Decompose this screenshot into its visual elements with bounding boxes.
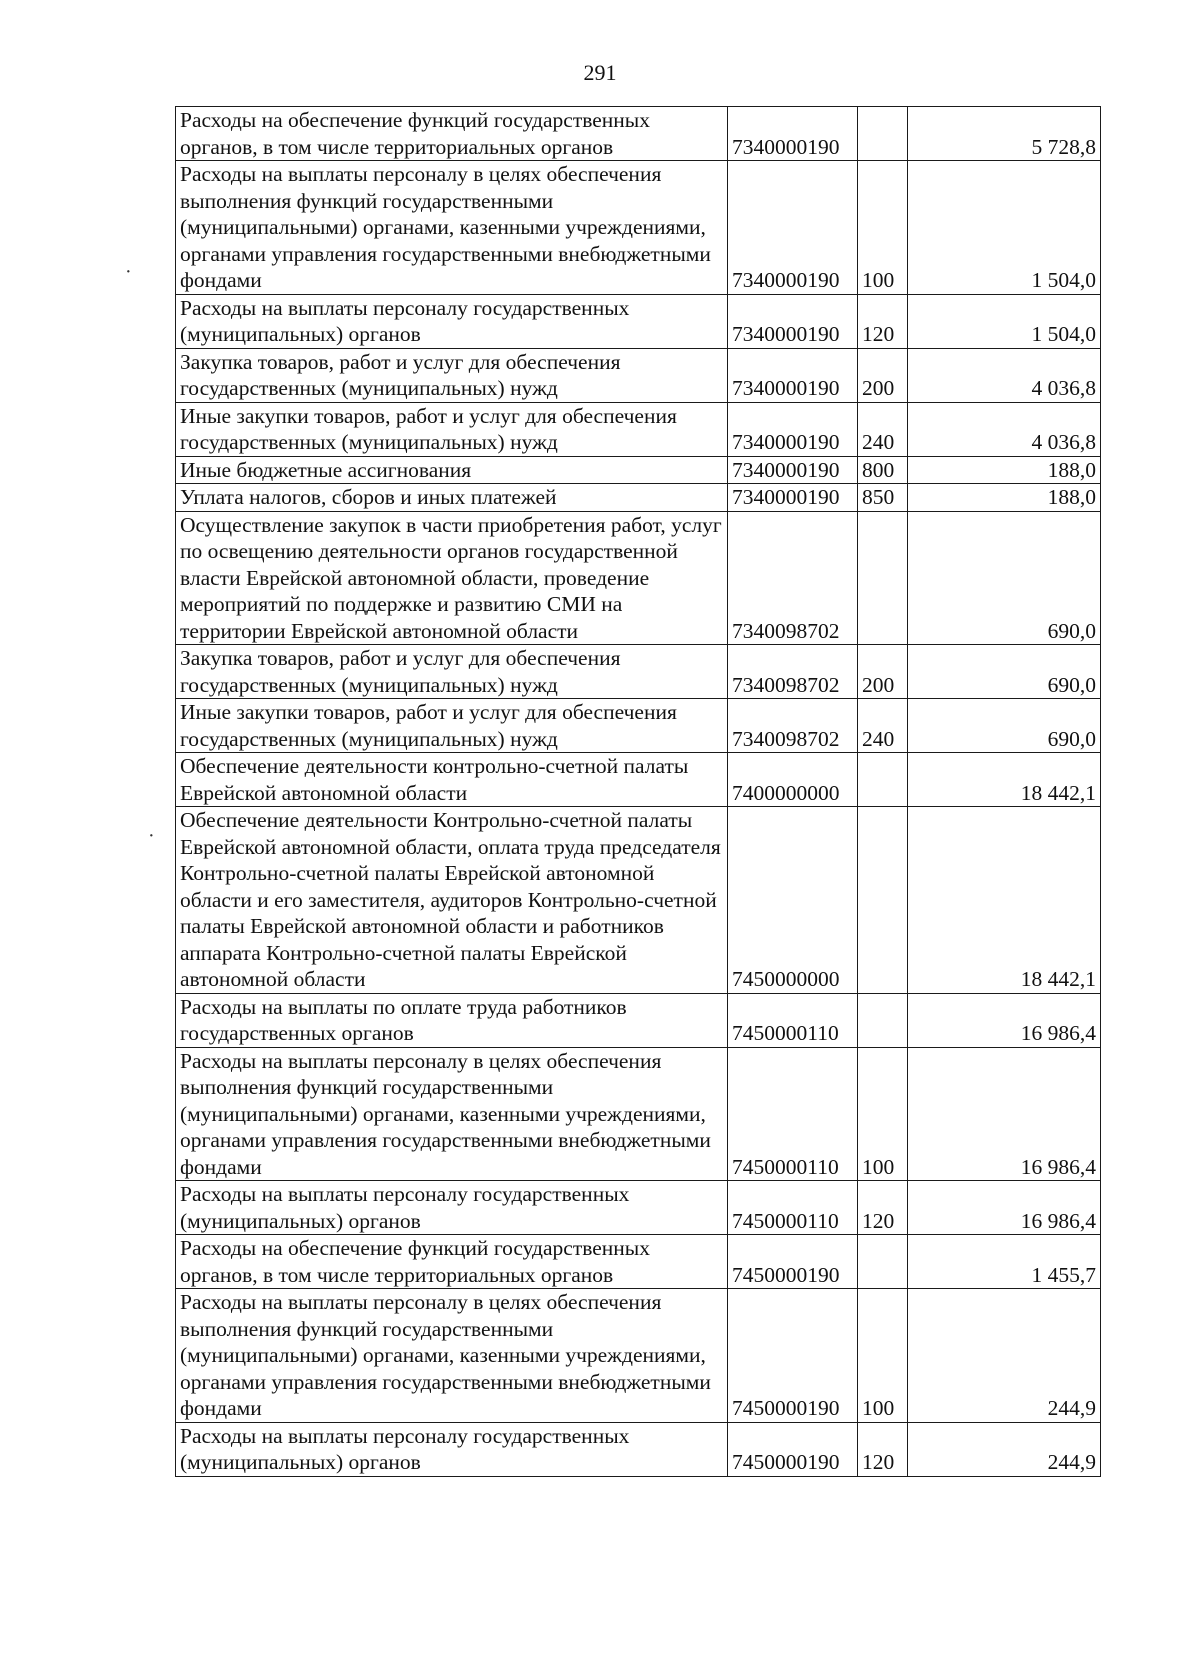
row-type-cell xyxy=(858,807,908,994)
table-row xyxy=(176,1235,1101,1289)
table-row xyxy=(176,348,1101,402)
row-type-cell: 100 xyxy=(858,1047,908,1181)
row-type-cell xyxy=(858,993,908,1047)
row-amount-cell: 1 504,0 xyxy=(908,161,1101,295)
row-type-cell xyxy=(858,107,908,161)
row-amount-cell: 16 986,4 xyxy=(908,1181,1101,1235)
row-amount-cell: 690,0 xyxy=(908,645,1101,699)
row-type-cell: 120 xyxy=(858,294,908,348)
row-amount-cell: 188,0 xyxy=(908,484,1101,512)
row-code-cell: 7450000110 xyxy=(728,1047,858,1181)
row-code-cell: 7340000190 xyxy=(728,402,858,456)
row-amount-cell: 16 986,4 xyxy=(908,1047,1101,1181)
table-row xyxy=(176,1047,1101,1181)
row-type-cell: 120 xyxy=(858,1181,908,1235)
row-amount-cell: 4 036,8 xyxy=(908,348,1101,402)
table-row xyxy=(176,645,1101,699)
row-amount-cell: 1 455,7 xyxy=(908,1235,1101,1289)
row-name-cell: Расходы на выплаты персоналу в целях обеспечения выполнения функций государственными (муниципальными) органами, казенными учреждениями, органами управления государственными внебюджетными фондами xyxy=(176,161,728,295)
row-name-cell: Расходы на выплаты персоналу в целях обеспечения выполнения функций государственными (муниципальными) органами, казенными учреждениями, органами управления государственными внебюджетными фондами xyxy=(176,1289,728,1423)
row-name-cell: Закупка товаров, работ и услуг для обеспечения государственных (муниципальных) нужд xyxy=(176,645,728,699)
row-amount-cell: 18 442,1 xyxy=(908,753,1101,807)
row-amount-cell: 244,9 xyxy=(908,1289,1101,1423)
row-type-cell: 200 xyxy=(858,645,908,699)
row-type-cell: 100 xyxy=(858,1289,908,1423)
row-code-cell: 7340000190 xyxy=(728,456,858,484)
table-row xyxy=(176,294,1101,348)
row-name-cell: Расходы на выплаты персоналу государственных (муниципальных) органов xyxy=(176,1422,728,1476)
row-code-cell: 7450000110 xyxy=(728,1181,858,1235)
row-type-cell: 200 xyxy=(858,348,908,402)
row-amount-cell: 18 442,1 xyxy=(908,807,1101,994)
table-row xyxy=(176,699,1101,753)
row-code-cell: 7340098702 xyxy=(728,511,858,645)
row-amount-cell: 5 728,8 xyxy=(908,107,1101,161)
row-name-cell: Расходы на выплаты персоналу государственных (муниципальных) органов xyxy=(176,294,728,348)
row-amount-cell: 16 986,4 xyxy=(908,993,1101,1047)
row-amount-cell: 690,0 xyxy=(908,511,1101,645)
row-type-cell: 240 xyxy=(858,402,908,456)
row-code-cell: 7340000190 xyxy=(728,294,858,348)
table-row xyxy=(176,807,1101,994)
table-row xyxy=(176,1422,1101,1476)
row-name-cell: Иные закупки товаров, работ и услуг для обеспечения государственных (муниципальных) нужд xyxy=(176,402,728,456)
row-name-cell: Расходы на выплаты персоналу в целях обеспечения выполнения функций государственными (муниципальными) органами, казенными учреждениями, органами управления государственными внебюджетными фондами xyxy=(176,1047,728,1181)
row-name-cell: Обеспечение деятельности Контрольно-счетной палаты Еврейской автономной области, оплата труда председателя Контрольно-счетной палаты Еврейской автономной области и его заместителя, аудиторов Контрольно-счетной палаты Еврейской автономной области и работников аппарата Контрольно-счетной палаты Еврейской автономной области xyxy=(176,807,728,994)
row-name-cell: Обеспечение деятельности контрольно-счетной палаты Еврейской автономной области xyxy=(176,753,728,807)
row-type-cell: 240 xyxy=(858,699,908,753)
row-amount-cell: 4 036,8 xyxy=(908,402,1101,456)
table-row xyxy=(176,484,1101,512)
row-code-cell: 7340098702 xyxy=(728,645,858,699)
table-row xyxy=(176,107,1101,161)
row-amount-cell: 1 504,0 xyxy=(908,294,1101,348)
table-row xyxy=(176,402,1101,456)
row-type-cell: 100 xyxy=(858,161,908,295)
table-row xyxy=(176,1181,1101,1235)
budget-table xyxy=(175,106,1101,1477)
row-code-cell: 7450000190 xyxy=(728,1289,858,1423)
table-row xyxy=(176,753,1101,807)
row-code-cell: 7450000000 xyxy=(728,807,858,994)
row-amount-cell: 188,0 xyxy=(908,456,1101,484)
row-code-cell: 7450000190 xyxy=(728,1422,858,1476)
row-code-cell: 7340000190 xyxy=(728,348,858,402)
scan-speck: · xyxy=(125,261,132,283)
row-code-cell: 7340000190 xyxy=(728,161,858,295)
budget-table-body xyxy=(176,107,1101,1477)
table-row xyxy=(176,161,1101,295)
row-name-cell: Расходы на выплаты персоналу государственных (муниципальных) органов xyxy=(176,1181,728,1235)
row-type-cell xyxy=(858,753,908,807)
table-row xyxy=(176,1289,1101,1423)
row-code-cell: 7450000110 xyxy=(728,993,858,1047)
row-name-cell: Расходы на обеспечение функций государственных органов, в том числе территориальных органов xyxy=(176,1235,728,1289)
row-name-cell: Иные закупки товаров, работ и услуг для обеспечения государственных (муниципальных) нужд xyxy=(176,699,728,753)
row-name-cell: Иные бюджетные ассигнования xyxy=(176,456,728,484)
row-type-cell: 120 xyxy=(858,1422,908,1476)
row-code-cell: 7340000190 xyxy=(728,484,858,512)
row-name-cell: Расходы на обеспечение функций государственных органов, в том числе территориальных органов xyxy=(176,107,728,161)
row-type-cell xyxy=(858,1235,908,1289)
page-number: 291 xyxy=(583,60,617,85)
row-name-cell: Уплата налогов, сборов и иных платежей xyxy=(176,484,728,512)
row-code-cell: 7340098702 xyxy=(728,699,858,753)
row-code-cell: 7450000190 xyxy=(728,1235,858,1289)
table-row xyxy=(176,511,1101,645)
table-row xyxy=(176,456,1101,484)
row-code-cell: 7340000190 xyxy=(728,107,858,161)
row-amount-cell: 244,9 xyxy=(908,1422,1101,1476)
row-type-cell: 850 xyxy=(858,484,908,512)
row-name-cell: Осуществление закупок в части приобретения работ, услуг по освещению деятельности органов государственной власти Еврейской автономной области, проведение мероприятий по поддержке и развитию СМИ на территории Еврейской автономной области xyxy=(176,511,728,645)
row-amount-cell: 690,0 xyxy=(908,699,1101,753)
row-name-cell: Закупка товаров, работ и услуг для обеспечения государственных (муниципальных) нужд xyxy=(176,348,728,402)
row-type-cell xyxy=(858,511,908,645)
row-type-cell: 800 xyxy=(858,456,908,484)
table-row xyxy=(176,993,1101,1047)
row-name-cell: Расходы на выплаты по оплате труда работников государственных органов xyxy=(176,993,728,1047)
scan-speck: · xyxy=(148,825,155,847)
row-code-cell: 7400000000 xyxy=(728,753,858,807)
